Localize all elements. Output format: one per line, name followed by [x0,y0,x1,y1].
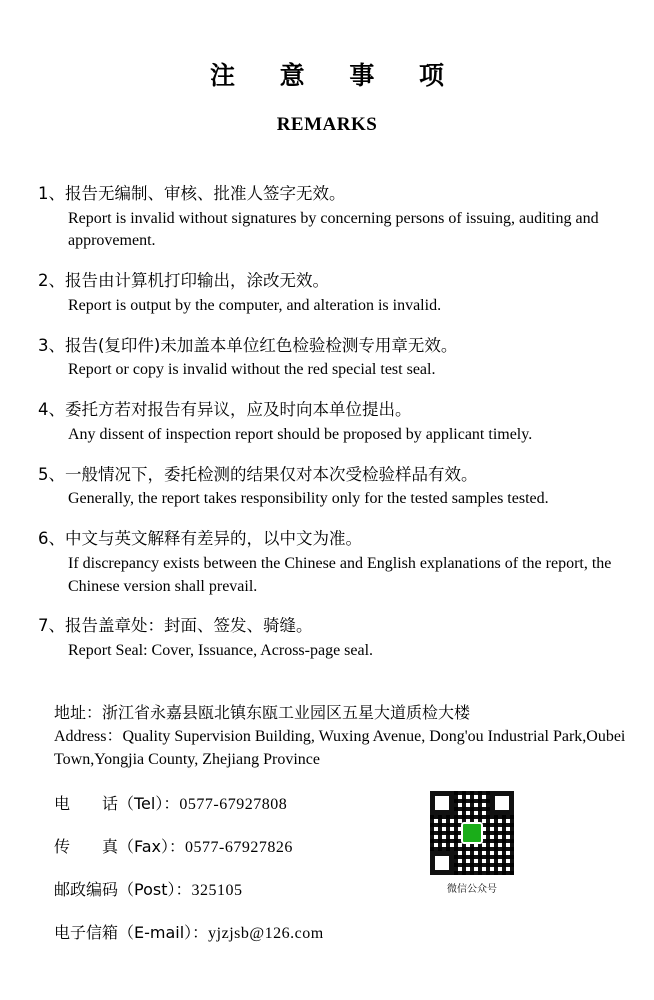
address-en: Address：Quality Supervision Building, Wuxing Avenue, Dong'ou Industrial Park,Oubei Town,Yongjia County, Zhejiang Province [54,727,626,768]
remark-text-cn: 6、中文与英文解释有差异的，以中文为准。 [38,529,362,549]
fax-value: 0577-67927826 [185,839,293,857]
remark-text-cn: 3、报告(复印件)未加盖本单位红色检验检测专用章无效。 [38,335,458,355]
post-row [36,877,636,900]
remark-text-en: Report or copy is invalid without the red special test seal. [68,361,436,379]
remark-item [36,527,618,598]
remark-item [36,269,618,317]
page-title-en: REMARKS [276,114,378,135]
remark-item [36,182,618,253]
tel-value: 0577-67927808 [179,796,288,814]
post-label: 邮政编码（Post）： [54,880,192,900]
post-value: 325105 [191,882,243,900]
remark-text-en: Generally, the report takes responsibility only for the tested samples tested. [68,490,549,508]
remark-item [36,614,618,662]
remark-text-cn: 5、一般情况下，委托检测的结果仅对本次受检验样品有效。 [38,464,478,484]
remark-text-en: Report is invalid without signatures by concerning persons of issuing, auditing and approvement. [68,209,599,250]
wechat-logo-icon [461,822,483,844]
remark-text-cn: 7、报告盖章处：封面、签发、骑缝。 [38,616,313,636]
email-row [36,920,636,943]
email-label: 电子信箱（E-mail）： [54,923,209,943]
fax-label: 传 真（Fax）： [54,837,186,857]
remark-text-en: If discrepancy exists between the Chinese and English explanations of the report, the Chinese version shall prevail. [68,554,612,595]
remark-item [36,398,618,446]
remark-text-cn: 4、委托方若对报告有异议，应及时向本单位提出。 [38,400,412,420]
qr-code-icon [430,791,514,875]
tel-row [36,791,636,814]
remark-text-en: Any dissent of inspection report should be proposed by applicant timely. [68,425,533,443]
remark-text-en: Report is output by the computer, and alteration is invalid. [68,296,442,314]
fax-row [36,834,636,857]
wechat-qr-block [426,791,518,895]
remark-item [36,334,618,382]
remark-item [36,463,618,511]
remarks-list [36,182,618,663]
tel-label: 电 话（Tel）： [54,794,180,814]
qr-caption: 微信公众号 [447,883,497,895]
remark-text-en: Report Seal: Cover, Issuance, Across-page seal. [68,642,374,659]
address-cn: 地址：浙江省永嘉县瓯北镇东瓯工业园区五星大道质检大楼 [54,702,471,722]
remark-text-cn: 1、报告无编制、审核、批准人签字无效。 [38,184,346,203]
page-title-cn: 注 意 事 项 [209,61,463,90]
qr-finder-bottom-left [430,851,454,875]
email-value: yjzjsb@126.com [208,925,324,943]
remark-text-cn: 2、报告由计算机打印输出，涂改无效。 [38,271,329,291]
contact-block [36,701,626,943]
